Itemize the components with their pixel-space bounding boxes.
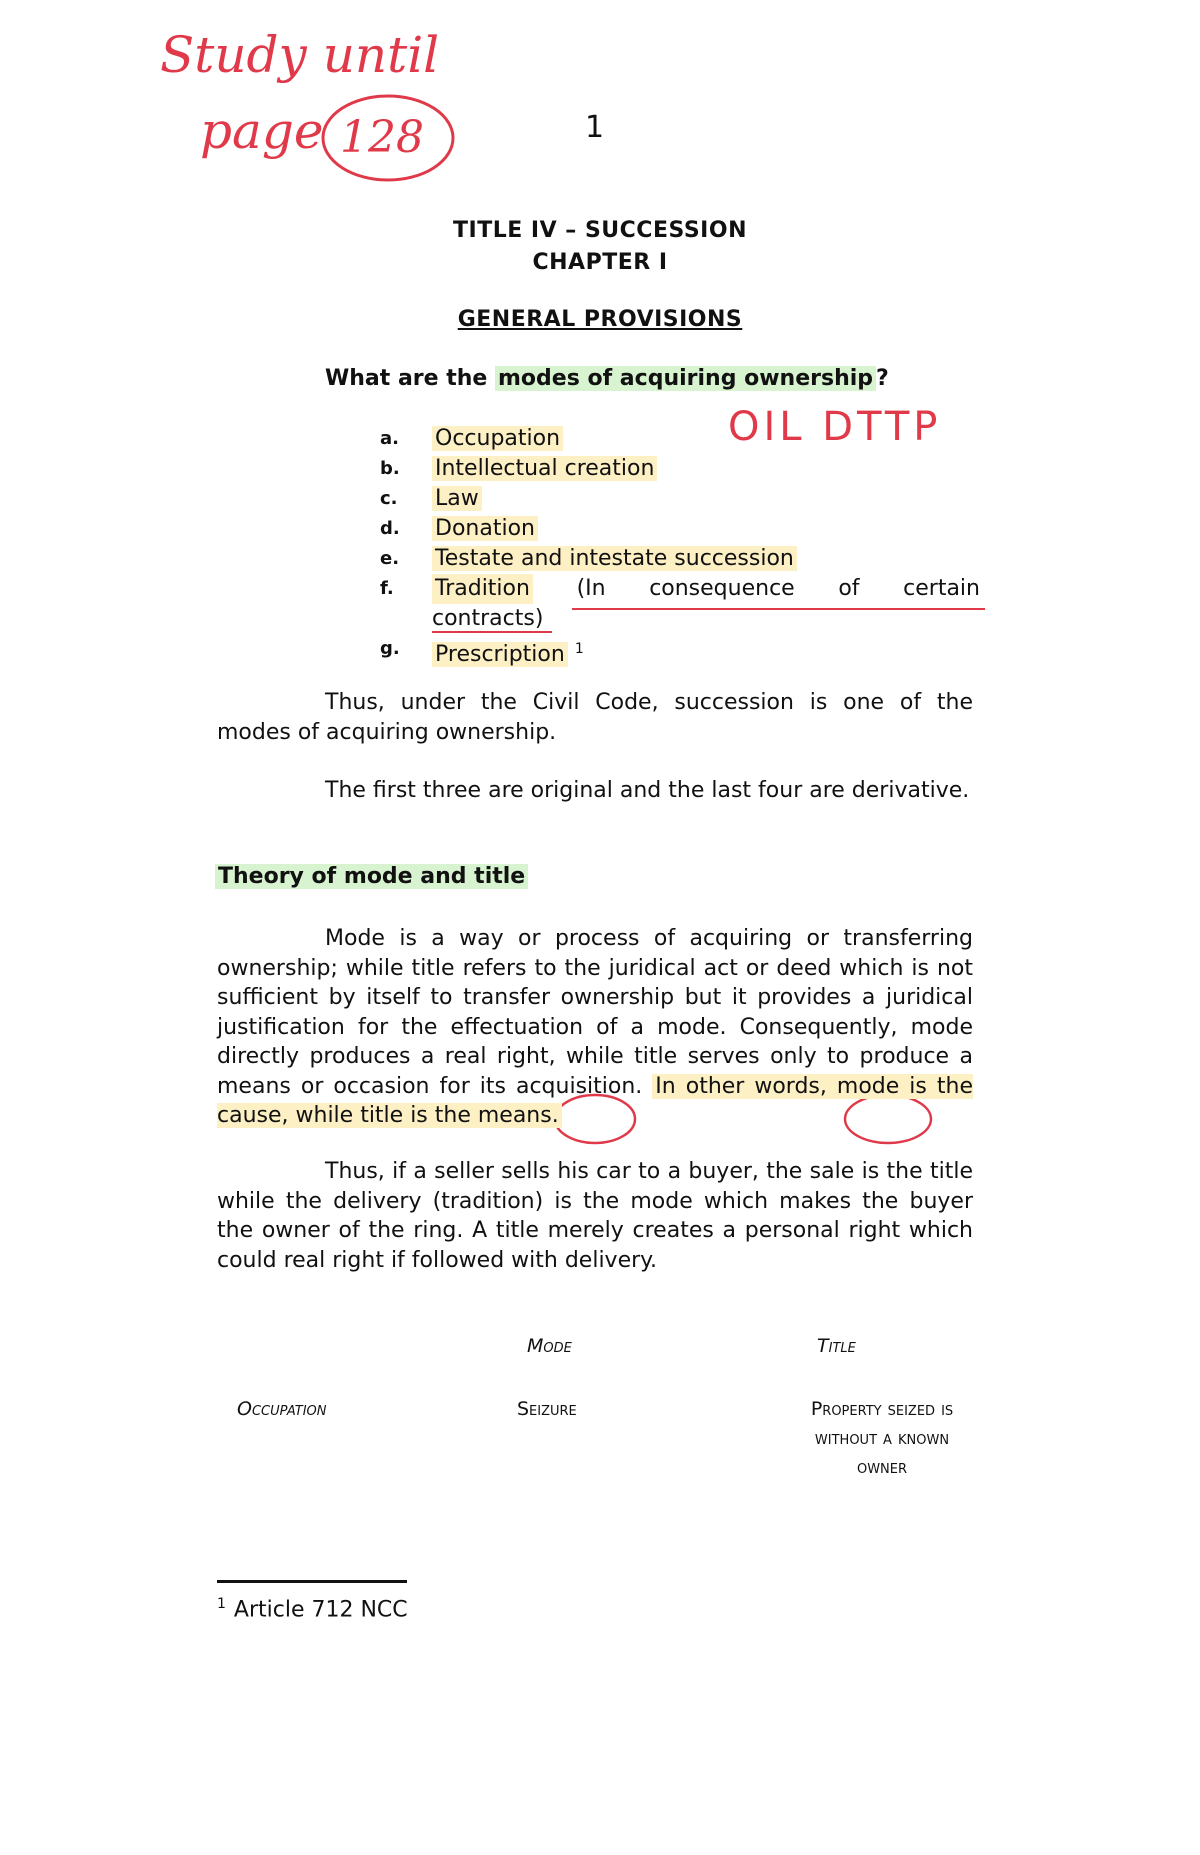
general-provisions-heading: GENERAL PROVISIONS [457, 307, 743, 332]
list-item [380, 484, 980, 514]
list-item-extra-word: certain [903, 576, 980, 601]
highlighted-sentence: In other words, mode is the cause, while title is the means. [217, 1073, 973, 1128]
table-header-title: Title [817, 1335, 856, 1357]
question-highlight: modes of acquiring ownership [495, 366, 876, 391]
question-prefix: What are the [325, 366, 488, 391]
list-item-extra-word: consequence [649, 576, 795, 601]
page-note: page [200, 102, 324, 160]
list-item [380, 424, 980, 454]
list-letter: g. [380, 638, 400, 659]
modes-list [380, 424, 980, 670]
list-letter: d. [380, 518, 400, 539]
paragraph-original-derivative: The first three are original and the last four are derivative. [325, 778, 970, 803]
list-item-extra-line: contracts) [432, 606, 544, 631]
page-128-number: 128 [340, 112, 424, 163]
list-item-text: Tradition [432, 574, 533, 604]
list-letter: c. [380, 488, 398, 509]
list-item-text: Occupation [432, 426, 563, 451]
list-item-extra-word: (In [576, 576, 606, 601]
question-suffix: ? [876, 366, 889, 391]
list-item-extra-word: of [838, 576, 860, 601]
table-cell-title: Property seized is without a known owner [810, 1398, 954, 1478]
list-item-text: Donation [432, 516, 538, 541]
list-item [380, 454, 980, 484]
page-128-circle [323, 96, 453, 180]
list-letter: a. [380, 428, 399, 449]
table-cell-mode: Seizure [517, 1398, 577, 1420]
footnote-number: 1 [217, 1596, 226, 1612]
list-item [380, 574, 980, 634]
footnote-divider [217, 1580, 407, 1583]
list-item [380, 514, 980, 544]
table-header-mode: Mode [527, 1335, 572, 1357]
table-cell-name: Occupation [237, 1398, 327, 1420]
paragraph-succession: Thus, under the Civil Code, succession is one of the modes of acquiring ownership. [217, 690, 973, 745]
footnote [217, 1596, 408, 1622]
paragraph-example: Thus, if a seller sells his car to a buyer, the sale is the title while the delivery (tradition) is the mode which makes the buyer the owner of the ring. A title merely creates a personal right which could real right if followed with delivery. [217, 1159, 973, 1273]
list-item-text: Intellectual creation [432, 456, 657, 481]
title-heading: TITLE IV – SUCCESSION [453, 218, 747, 243]
list-item-text: Prescription [432, 642, 568, 667]
list-letter: e. [380, 548, 400, 569]
list-item [380, 544, 980, 574]
study-until-note: Study until [160, 26, 440, 84]
question-line [325, 366, 889, 391]
chapter-heading: CHAPTER I [532, 250, 668, 275]
footnote-reference: 1 [574, 641, 584, 657]
list-item-text: Law [432, 486, 482, 511]
page-number: 1 [585, 110, 605, 145]
mnemonic-note: OIL DTTP [728, 404, 942, 450]
paragraph-mode-title: Mode is a way or process of acquiring or transferring ownership; while title refers to the juridical act or deed which is not sufficient by itself to transfer ownership but it provides a juridical justification for the effectuation of a mode. Consequently, mode directly produces a real right, while title serves only to produce a means or occasion for its acquisition. In other words, mode is the cause, while title is the means. [217, 926, 973, 1128]
list-letter: f. [380, 578, 394, 599]
list-item-text: Testate and intestate succession [432, 546, 797, 571]
list-item [380, 634, 980, 670]
theory-heading: Theory of mode and title [215, 864, 528, 889]
footnote-text: Article 712 NCC [233, 1597, 408, 1623]
list-letter: b. [380, 458, 400, 479]
